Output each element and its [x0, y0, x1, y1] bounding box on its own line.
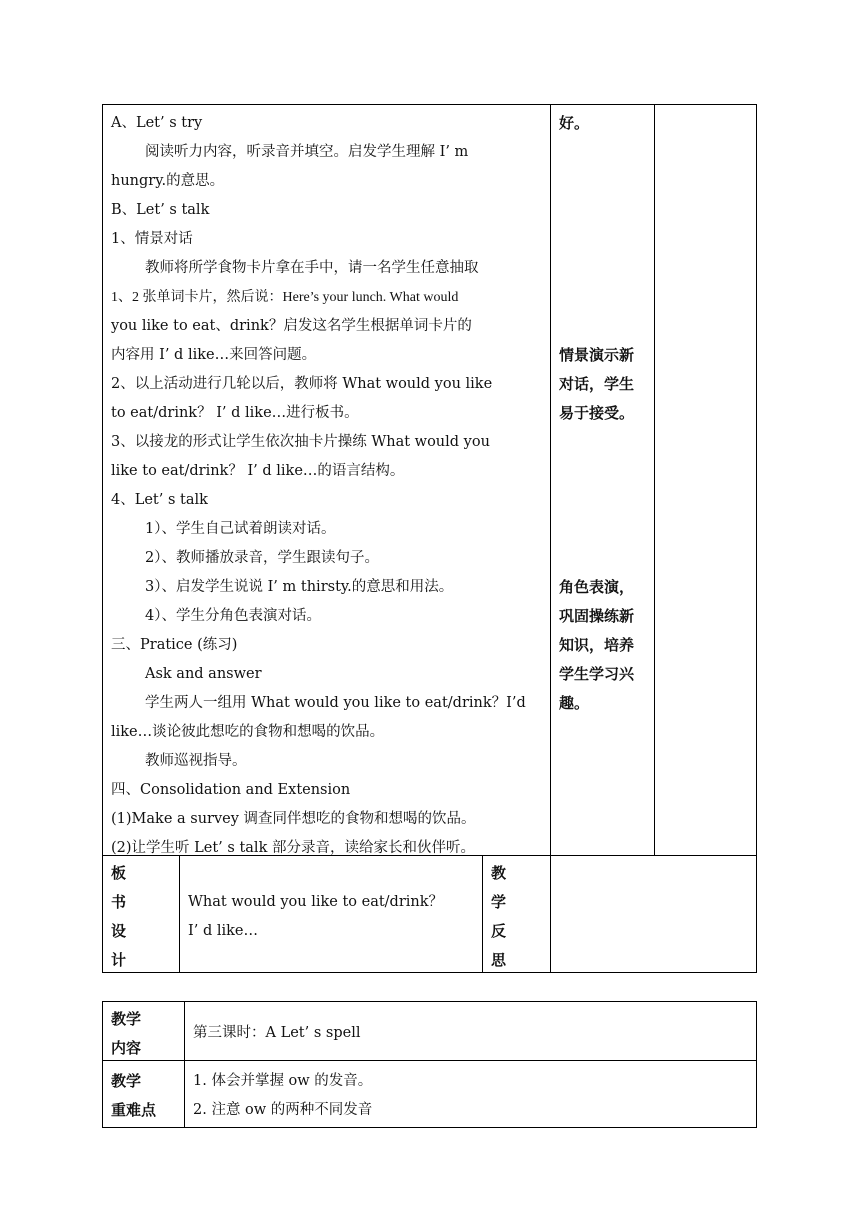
reflection-label-char: 教 [491, 864, 507, 882]
content-label-line: 内容 [111, 1039, 142, 1057]
teaching-content-value: 第三课时：A Let’ s spell [193, 1025, 361, 1041]
intent-note: 学生学习兴 [559, 665, 635, 683]
board-content-line: I’ d like… [188, 923, 258, 939]
board-label-char: 书 [111, 893, 127, 911]
intent-note: 知识，培养 [559, 636, 635, 654]
procedure-line: 2）、教师播放录音，学生跟读句子。 [145, 550, 379, 566]
procedure-line: B、Let’ s talk [111, 202, 210, 218]
procedure-line: (2)让学生听 Let’ s talk 部分录音，读给家长和伙伴听。 [111, 840, 475, 856]
procedure-line: (1)Make a survey 调查同伴想吃的食物和想喝的饮品。 [111, 811, 476, 827]
key-points-label-line: 教学 [111, 1072, 142, 1090]
key-points-label-line: 重难点 [111, 1101, 157, 1119]
procedure-line: 3、以接龙的形式让学生依次抽卡片操练 What would you [111, 434, 490, 450]
board-content-line: What would you like to eat/drink？ [188, 894, 444, 910]
procedure-line: 三、Pratice (练习) [111, 637, 238, 653]
procedure-line: 1）、学生自己试着朗读对话。 [145, 521, 336, 537]
key-point-line: 2. 注意 ow 的两种不同发音 [193, 1102, 373, 1118]
intent-note: 角色表演， [559, 578, 635, 596]
procedure-line: you like to eat、drink？启发这名学生根据单词卡片的 [111, 318, 472, 334]
procedure-line: 4、Let’ s talk [111, 492, 208, 508]
intent-note: 巩固操练新 [559, 607, 635, 625]
procedure-line: 学生两人一组用 What would you like to eat/drink？I’d [145, 695, 526, 711]
procedure-line: 教师巡视指导。 [145, 753, 247, 769]
board-label-char: 计 [111, 951, 127, 969]
procedure-line: 内容用 I’ d like…来回答问题。 [111, 347, 317, 363]
procedure-line: hungry.的意思。 [111, 173, 225, 189]
procedure-line: 四、Consolidation and Extension [111, 782, 351, 798]
reflection-label-char: 思 [491, 951, 507, 969]
intent-note: 趣。 [559, 694, 590, 712]
content-label-line: 教学 [111, 1010, 142, 1028]
procedure-line: 3）、启发学生说说 I’ m thirsty.的意思和用法。 [145, 579, 454, 595]
intent-note: 好。 [559, 114, 590, 132]
intent-note: 对话，学生 [559, 375, 635, 393]
board-label-char: 板 [111, 864, 127, 882]
procedure-line: Ask and answer [145, 666, 262, 682]
reflection-label-char: 学 [491, 893, 507, 911]
board-label-char: 设 [111, 922, 127, 940]
intent-note: 情景演示新 [559, 346, 635, 364]
procedure-line: 2、以上活动进行几轮以后，教师将 What would you like [111, 376, 493, 392]
procedure-line: to eat/drink？ I’ d like…进行板书。 [111, 405, 359, 421]
procedure-line: A、Let’ s try [111, 115, 203, 131]
reflection-label-char: 反 [491, 922, 507, 940]
procedure-line: 教师将所学食物卡片拿在手中，请一名学生任意抽取 [145, 260, 479, 276]
procedure-line: 1、2 张单词卡片，然后说：Here’s your lunch. What would [111, 290, 459, 305]
procedure-line: 4）、学生分角色表演对话。 [145, 608, 321, 624]
intent-note: 易于接受。 [559, 404, 635, 422]
procedure-line: like to eat/drink？ I’ d like…的语言结构。 [111, 463, 405, 479]
key-point-line: 1. 体会并掌握 ow 的发音。 [193, 1073, 373, 1089]
procedure-line: 1、情景对话 [111, 231, 193, 247]
procedure-line: like…谈论彼此想吃的食物和想喝的饮品。 [111, 724, 385, 740]
procedure-line: 阅读听力内容，听录音并填空。启发学生理解 I’ m [145, 144, 469, 160]
